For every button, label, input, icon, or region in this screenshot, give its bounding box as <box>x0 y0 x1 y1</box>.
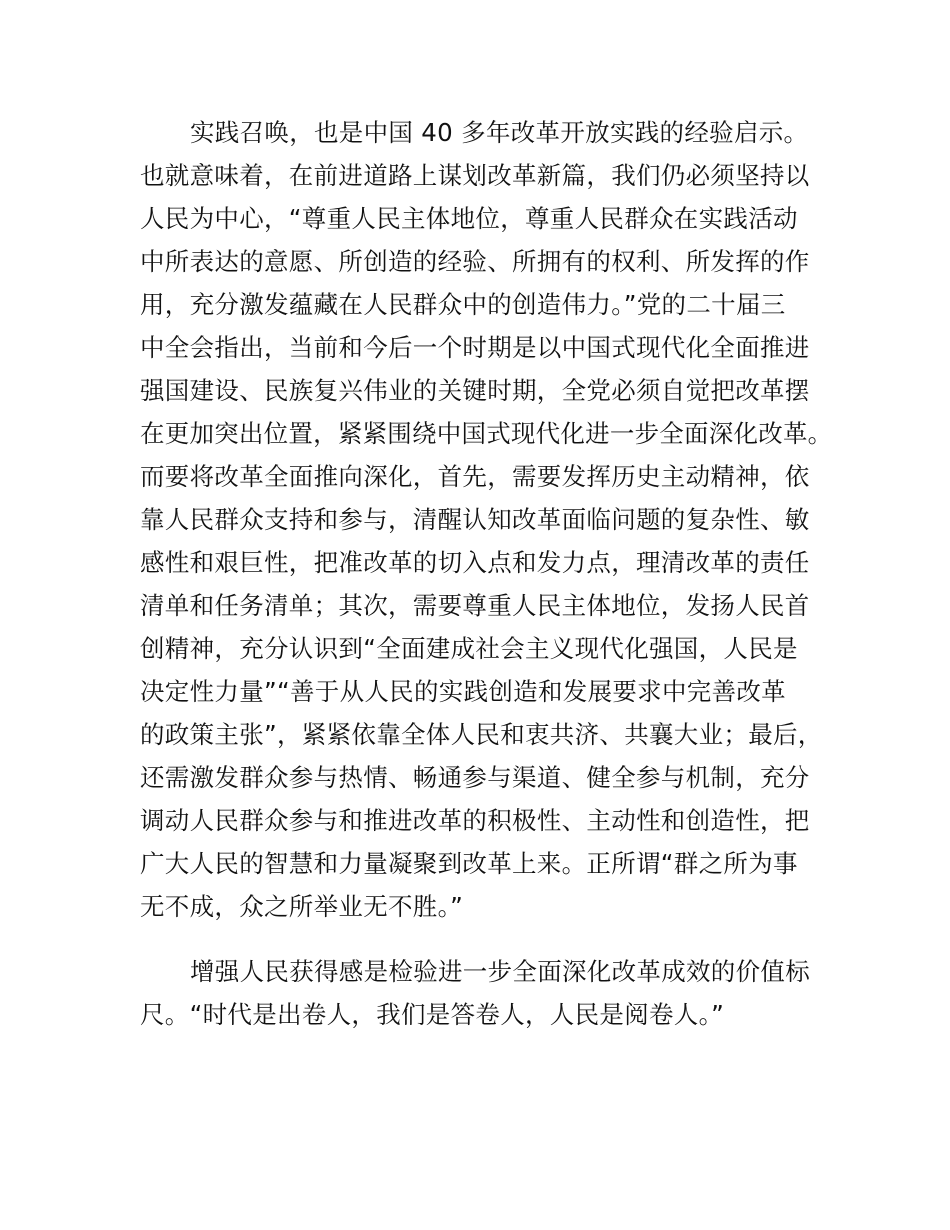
text-line: 中所表达的意愿、所创造的经验、所拥有的权利、所发挥的作 <box>140 247 810 276</box>
text-line: 人民为中心，“尊重人民主体地位，尊重人民群众在实践活动 <box>140 204 798 233</box>
text-line: 无不成，众之所举业无不胜。” <box>140 892 464 921</box>
text-line: 清单和任务清单；其次，需要尊重人民主体地位，发扬人民首 <box>140 591 810 620</box>
text-line: 广大人民的智慧和力量凝聚到改革上来。正所谓“群之所为事 <box>140 849 798 878</box>
text-line: 用，充分激发蕴藏在人民群众中的创造伟力。”党的二十届三 <box>140 290 786 319</box>
text-line: 中全会指出，当前和今后一个时期是以中国式现代化全面推进 <box>140 333 810 362</box>
text-line: 的政策主张”，紧紧依靠全体人民和衷共济、共襄大业；最后， <box>140 720 823 749</box>
text-line: 创精神，充分认识到“全面建成社会主义现代化强国，人民是 <box>140 634 798 663</box>
text-line: 感性和艰巨性，把准改革的切入点和发力点，理清改革的责任 <box>140 548 810 577</box>
text-line: 而要将改革全面推向深化，首先，需要发挥历史主动精神，依 <box>140 462 810 491</box>
text-line: 靠人民群众支持和参与，清醒认知改革面临问题的复杂性、敏 <box>140 505 810 534</box>
text-line: 在更加突出位置，紧紧围绕中国式现代化进一步全面深化改革。 <box>140 419 833 448</box>
text-line: 强国建设、民族复兴伟业的关键时期，全党必须自觉把改革摆 <box>140 376 810 405</box>
text-line: 决定性力量”“善于从人民的实践创造和发展要求中完善改革 <box>140 677 786 706</box>
text-line: 实践召唤，也是中国 40 多年改革开放实践的经验启示。 <box>190 118 809 147</box>
text-line: 尺。“时代是出卷人，我们是答卷人，人民是阅卷人。” <box>140 1000 725 1029</box>
text-line: 还需激发群众参与热情、畅通参与渠道、健全参与机制，充分 <box>140 763 810 792</box>
text-line: 增强人民获得感是检验进一步全面深化改革成效的价值标 <box>190 957 810 986</box>
text-line: 也就意味着，在前进道路上谋划改革新篇，我们仍必须坚持以 <box>140 161 810 190</box>
text-line: 调动人民群众参与和推进改革的积极性、主动性和创造性，把 <box>140 806 810 835</box>
